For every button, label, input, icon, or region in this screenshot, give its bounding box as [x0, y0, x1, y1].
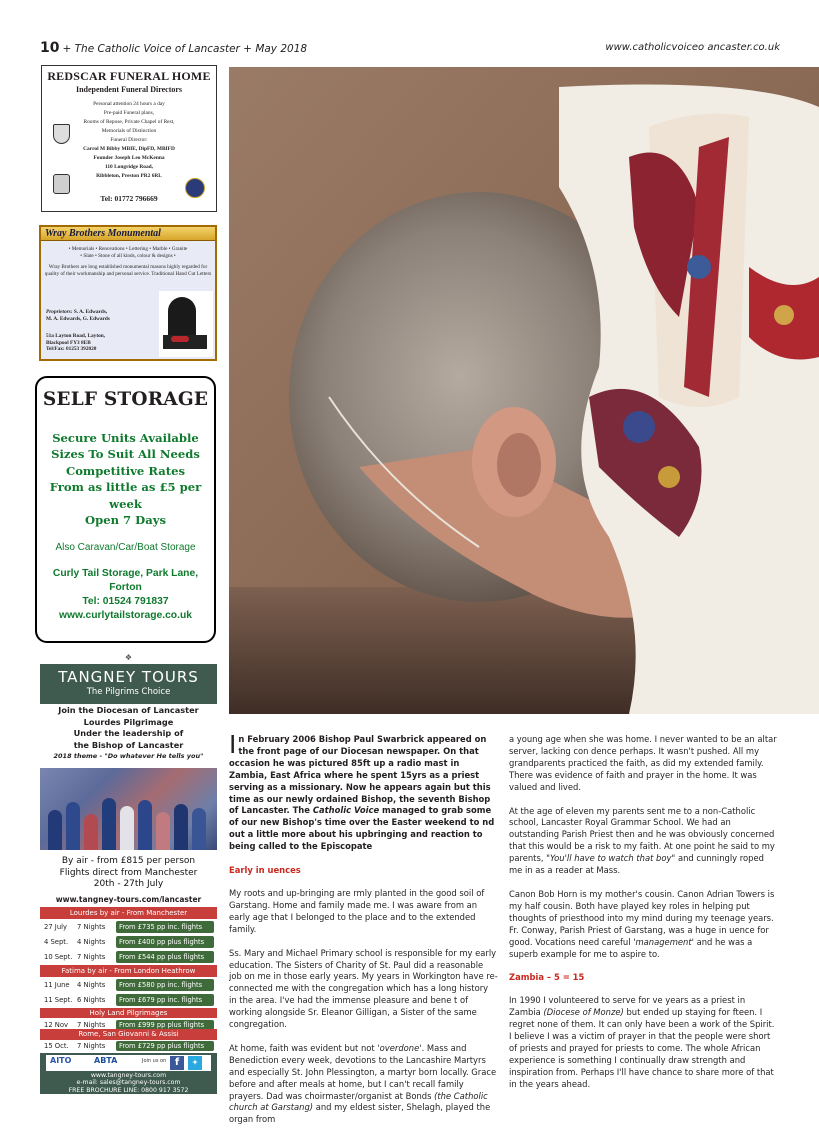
tangney-air-line: By air - from £815 per person — [61, 856, 196, 866]
storage-feature: week — [109, 496, 142, 511]
article-paragraph: Ss. Mary and Michael Primary school is responsible for my early education. The Sisters of Charity of St. Paul did a reasonable job on me in those early years. My years in Workington have re-connected me with the congregation which has a long history in the area. I've had the immense pleasure and bene t of working alongside Sr. Eleanor Gilligan, a Sister of the same congregation. — [229, 947, 498, 1030]
wray-proprietor: M. A. Edwards, G. Edwards — [46, 315, 110, 322]
para-text: Canon Bob Horn is my mother's cousin. Canon Adrian Towers is my half cousin. Both have played key roles in helping put thoughts of priesthood into my mind during my teenage years. Fr. Conway, Parish Priest of Garstang, was a huge in uence for good. Vocations need careful — [509, 888, 775, 947]
page-header — [40, 40, 780, 56]
pilgrims-group-photo — [40, 768, 217, 850]
tangney-join-line: Under the leadership of — [73, 728, 184, 738]
storage-address: Curly Tail Storage, Park Lane, — [52, 568, 199, 580]
tour-row — [40, 935, 217, 949]
wray-proprietors — [46, 309, 110, 322]
article-paragraph — [509, 889, 778, 960]
subheading-early-influences: Early in uences — [229, 865, 301, 876]
wray-proprietor: S. A. Edwards, — [73, 309, 108, 315]
storage-title: SELF STORAGE — [42, 389, 209, 410]
twitter-icon[interactable]: ✦ — [188, 1056, 202, 1070]
storage-phone[interactable]: Tel: 01524 791837 — [82, 596, 169, 608]
redscar-title: REDSCAR FUNERAL HOME — [47, 69, 211, 83]
tangney-tagline: The Pilgrims Choice — [86, 687, 171, 697]
headstone-image — [159, 291, 213, 357]
redscar-subtitle: Independent Funeral Directors — [75, 85, 183, 94]
article-column-1 — [229, 730, 498, 1133]
tour-date: 11 June — [44, 981, 70, 989]
tangney-lancaster-url[interactable]: www.tangney-tours.com/lancaster — [55, 895, 202, 904]
wray-address-line: 51a Layton Road, Layton, — [46, 333, 106, 339]
para-text: At the age of eleven my parents sent me to a non-Catholic school, Lancaster Royal Grammar School. We had an outstanding Parish Priest then and he was obviously concerned that this would be a risk to my faith. At one point he said to my parents, — [509, 805, 775, 864]
tangney-logos — [46, 1055, 211, 1071]
tangney-contact — [40, 1072, 217, 1094]
para-italic: (the Catholic church at Garstang) — [229, 1090, 488, 1113]
tour-nights: 7 Nights — [77, 1042, 106, 1050]
article-paragraph — [509, 806, 778, 877]
wray-description: Wray Brothers are long established monumental masons highly regarded for quality of their workmanship and personal service. Traditional Hand Cut Letters — [44, 264, 212, 277]
wray-services — [41, 246, 215, 260]
redscar-phone[interactable]: Tel: 01772 796669 — [100, 194, 158, 203]
tour-nights: 6 Nights — [77, 996, 106, 1004]
tangney-air-line: Flights direct from Manchester — [59, 867, 198, 878]
tangney-website[interactable]: www.tangney-tours.com — [90, 1072, 167, 1079]
article-paragraph — [509, 995, 778, 1090]
para-italic: 'management' — [633, 936, 694, 947]
storage-feature: Competitive Rates — [65, 463, 186, 478]
wray-brothers-ad[interactable] — [39, 225, 217, 361]
lead-text: n February 2006 Bishop Paul Swarbrick appeared on the front page of our Diocesan newspaper. On that occasion he was pictured 85ft up a radio mast in Zambia, East Africa where he spent 15yrs as a priest serving as a missionary. Now he appears again but this time as our newly ordained Bishop, the seventh Bishop of Lancaster. The — [229, 734, 491, 816]
storage-feature: Secure Units Available — [52, 431, 199, 445]
article-paragraph: a young age when she was home. I never wanted to be an altar server, lacking con dence perhaps. It wasn't pushed. All my grandparents practiced the faith, as did my extended family. There was evidence of faith and prayer in the home. It was valued and lived. — [509, 734, 777, 792]
drop-cap: I — [229, 730, 237, 759]
tour-price: From £999 pp plus flights — [116, 1020, 214, 1030]
para-text: and he was a superb example for me to aspire to. — [509, 936, 753, 959]
article-paragraph: My roots and up-bringing are rmly planted in the good soil of Garstang. Home and family made me. I was aware from an early age that I belonged to the place and to the extended family. — [229, 887, 485, 934]
redscar-address: 110 Longridge Road, — [104, 164, 154, 170]
storage-features — [37, 430, 214, 528]
para-text: but ended up staying for fteen. I regret none of them. It can only have been a work of the Spirit. I believe I was a victim of prayer in that the people were short of priests and prayed for priests to come. The whole African experience is something I continually draw strength and inspiration from. Perhaps I'll have chance to share more of that in the years ahead. — [509, 1007, 775, 1089]
redscar-funeral-ad[interactable] — [41, 65, 217, 212]
tangney-emblem-icon: ❖ — [124, 653, 133, 662]
para-text: . Mass and Benediction every week, devotions to the Lancashire Martyrs and especially St. John Plessington, a martyr born locally. Grace before and after meals at home, but I can't recall family prayers. Dad was choirmaster/organist at Bonds — [229, 1042, 497, 1101]
redscar-director: Carrol M Bibby MBIE, DipFD, MBIFD — [83, 146, 175, 152]
aito-logo: AITO — [50, 1056, 72, 1065]
redscar-line: Memorials of Distinction — [101, 128, 157, 134]
publication-title: + The Catholic Voice of Lancaster + May 2018 — [62, 43, 308, 55]
wray-title: Wray Brothers Monumental — [41, 227, 215, 241]
lead-text: managed to grab some of our new Bishop's time over the Easter weekend to nd out a little more about his upbringing and reaction to being called to the Episcopate — [229, 805, 495, 852]
tour-date: 12 Nov — [44, 1021, 69, 1029]
subheading-zambia: Zambia – 5 = 15 — [509, 972, 585, 983]
storage-website[interactable]: www.curlytailstorage.co.uk — [59, 610, 192, 622]
section-rome: Rome, San Giovanni & Assisi — [40, 1029, 217, 1040]
para-italic: 'overdone' — [377, 1042, 422, 1053]
tour-price: From £679 pp inc. flights — [116, 994, 214, 1006]
storage-feature: Open 7 Days — [85, 513, 166, 528]
tour-nights: 4 Nights — [77, 981, 106, 989]
article-column-2 — [509, 734, 778, 1103]
tour-nights: 4 Nights — [77, 938, 106, 946]
redscar-address: Ribbleton, Preston PR2 6RL — [96, 173, 162, 179]
redscar-line: Personal attention 24 hours a day — [93, 101, 165, 107]
tour-row — [40, 978, 217, 992]
page-header-left — [40, 40, 307, 56]
tangney-ad-lower — [40, 1031, 217, 1094]
redscar-line: Funeral Director: — [110, 137, 148, 143]
tour-row — [40, 1040, 217, 1052]
redscar-details — [42, 100, 216, 181]
redscar-founder: Founder Joseph Leo McKenna — [93, 155, 165, 161]
tangney-name: TANGNEY TOURS — [58, 668, 199, 686]
wray-address-line: Blackpool FY3 8EB — [46, 339, 91, 346]
storage-address: Forton — [109, 582, 142, 594]
tour-nights: 7 Nights — [77, 1021, 106, 1029]
storage-feature: From as little as £5 per — [49, 480, 202, 495]
tour-price: From £400 pp plus flights — [116, 936, 214, 948]
redscar-line: Pre-paid Funeral plans, — [103, 110, 155, 116]
tangney-pilgrimage-info — [40, 705, 217, 763]
tour-row — [40, 920, 217, 934]
wray-proprietors-label: Proprietors: — [46, 309, 73, 315]
para-text: In 1990 I volunteered to serve for ve years as a priest in Zambia — [509, 995, 746, 1018]
abta-logo: ABTA — [94, 1056, 118, 1065]
para-text: and my eldest sister, Shelagh, played the organ from — [229, 1102, 491, 1125]
tangney-email[interactable]: e-mail: sales@tangney-tours.com — [76, 1079, 181, 1087]
tangney-flight-offer — [40, 856, 217, 891]
article-paragraph — [229, 1043, 498, 1126]
bishop-prostrate-photo — [229, 67, 819, 714]
tour-date: 10 Sept. — [44, 953, 73, 961]
tour-row — [40, 993, 217, 1007]
wray-address — [46, 333, 105, 353]
storage-contact — [37, 567, 214, 623]
tangney-theme: 2018 theme - "Do whatever He tells you" — [53, 752, 204, 760]
storage-feature: Sizes To Suit All Needs — [51, 447, 200, 462]
tour-nights: 7 Nights — [77, 953, 106, 961]
tour-date: 4 Sept. — [44, 938, 69, 946]
tangney-header — [40, 664, 217, 704]
tour-price: From £544 pp plus flights — [116, 951, 214, 963]
tour-date: 27 July — [44, 923, 68, 931]
tour-price: From £729 pp plus flights — [116, 1041, 214, 1051]
tour-date: 15 Oct. — [44, 1042, 69, 1050]
para-italic: (Diocese of Monze) — [543, 1007, 624, 1018]
para-text: At home, faith was evident but not — [229, 1042, 378, 1053]
page-number: 10 — [40, 40, 60, 56]
wray-services-line: • Memorials • Renovations • Lettering • Marble • Granite — [68, 246, 188, 252]
section-lourdes: Lourdes by air - From Manchester — [40, 907, 217, 919]
storage-also: Also Caravan/Car/Boat Storage — [55, 542, 196, 554]
tour-price: From £580 pp inc. flights — [116, 979, 214, 991]
para-text: and cunningly roped me in as a reader at Mass. — [509, 853, 764, 876]
wray-services-line: • Slate • Stone of all kinds, colour & designs • — [80, 253, 176, 259]
wray-phone[interactable]: Tel/Fax: 01253 392020 — [46, 346, 97, 352]
tangney-join-line: Lourdes Pilgrimage — [83, 716, 174, 727]
redscar-line: Rooms of Repose, Private Chapel of Rest, — [83, 119, 175, 125]
article-lead — [229, 730, 498, 853]
self-storage-ad[interactable] — [35, 376, 216, 643]
section-holy-land: Holy Land Pilgrimages — [40, 1008, 217, 1018]
tangney-join-line: the Bishop of Lancaster — [73, 739, 184, 750]
facebook-icon[interactable]: f — [170, 1056, 184, 1070]
tangney-air-line: 20th - 27th July — [93, 879, 164, 889]
tangney-join-line: Join the Diocesan of Lancaster — [58, 705, 199, 715]
lead-italic: Catholic Voice — [312, 805, 380, 816]
tangney-footer — [40, 1053, 217, 1094]
para-italic: "You'll have to watch that boy" — [546, 853, 676, 864]
join-us-label: Join us on — [142, 1058, 167, 1064]
tour-date: 11 Sept. — [44, 996, 73, 1004]
tangney-brochure-line[interactable]: FREE BROCHURE LINE: 0800 917 3572 — [68, 1086, 189, 1094]
tour-row — [40, 950, 217, 964]
section-fatima: Fatima by air - From London Heathrow — [40, 965, 217, 977]
website-url[interactable]: www.catholicvoiceo ancaster.co.uk — [605, 42, 780, 53]
tour-price: From £735 pp inc. flights — [116, 921, 214, 933]
tour-nights: 7 Nights — [77, 923, 106, 931]
